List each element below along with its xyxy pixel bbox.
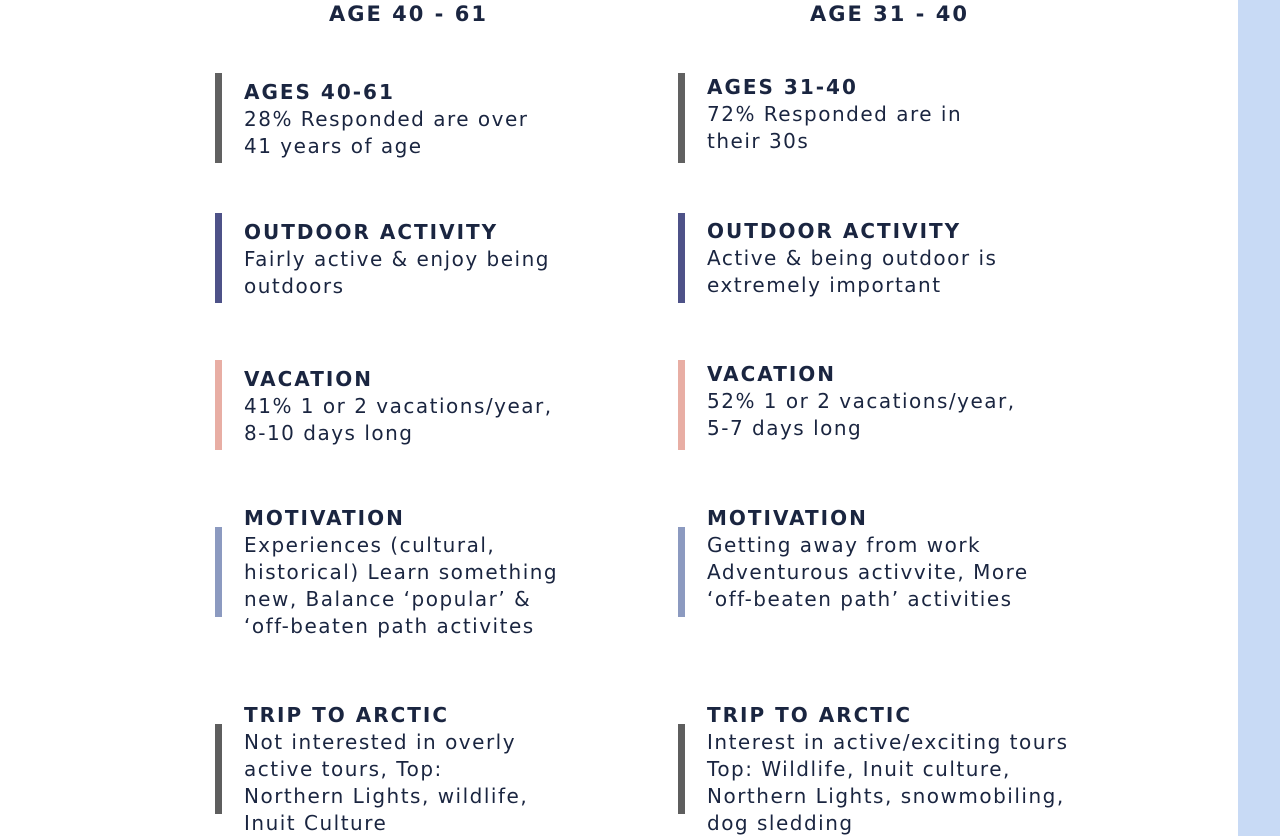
right-edge-strip	[1238, 0, 1280, 836]
left-outdoor-block	[244, 219, 624, 300]
left-motivation-block	[244, 505, 624, 640]
right-motivation-text: Getting away from work Adventurous activvite, More ‘off-beaten path’ activities	[707, 533, 1029, 611]
right-arctic-bar	[678, 724, 685, 814]
left-vacation-block	[244, 366, 624, 447]
right-outdoor-block	[707, 218, 1087, 299]
right-outdoor-title: OUTDOOR ACTIVITY	[707, 219, 962, 243]
right-vacation-bar	[678, 360, 685, 450]
right-vacation-text: 52% 1 or 2 vacations/year, 5-7 days long	[707, 389, 1016, 440]
right-arctic-block	[707, 702, 1127, 836]
left-arctic-title: TRIP TO ARCTIC	[244, 703, 450, 727]
left-outdoor-title: OUTDOOR ACTIVITY	[244, 220, 499, 244]
right-motivation-bar	[678, 527, 685, 617]
right-arctic-title: TRIP TO ARCTIC	[707, 703, 913, 727]
right-ages-block	[707, 74, 1087, 155]
left-outdoor-text: Fairly active & enjoy being outdoors	[244, 247, 550, 298]
right-motivation-block	[707, 505, 1107, 613]
right-ages-text: 72% Responded are in their 30s	[707, 102, 963, 153]
left-arctic-block	[244, 702, 624, 836]
right-arctic-text: Interest in active/exciting tours Top: Wildlife, Inuit culture, Northern Lights, snowmobiling, dog sledding	[707, 730, 1069, 835]
right-outdoor-text: Active & being outdoor is extremely important	[707, 246, 998, 297]
left-ages-block	[244, 79, 624, 160]
right-column-header: AGE 31 - 40	[810, 2, 969, 26]
left-vacation-title: VACATION	[244, 367, 374, 391]
left-ages-title: AGES 40-61	[244, 80, 395, 104]
left-motivation-text: Experiences (cultural, historical) Learn something new, Balance ‘popular’ & ‘off-beaten path activites	[244, 533, 559, 638]
left-ages-text: 28% Responded are over 41 years of age	[244, 107, 529, 158]
left-motivation-bar	[215, 527, 222, 617]
right-vacation-title: VACATION	[707, 362, 837, 386]
left-vacation-bar	[215, 360, 222, 450]
left-arctic-text: Not interested in overly active tours, Top: Northern Lights, wildlife, Inuit Culture	[244, 730, 529, 835]
left-arctic-bar	[215, 724, 222, 814]
left-column-header: AGE 40 - 61	[329, 2, 488, 26]
right-motivation-title: MOTIVATION	[707, 506, 868, 530]
right-ages-bar	[678, 73, 685, 163]
right-outdoor-bar	[678, 213, 685, 303]
right-vacation-block	[707, 361, 1087, 442]
left-motivation-title: MOTIVATION	[244, 506, 405, 530]
left-vacation-text: 41% 1 or 2 vacations/year, 8-10 days long	[244, 394, 553, 445]
left-ages-bar	[215, 73, 222, 163]
left-outdoor-bar	[215, 213, 222, 303]
right-ages-title: AGES 31-40	[707, 75, 858, 99]
